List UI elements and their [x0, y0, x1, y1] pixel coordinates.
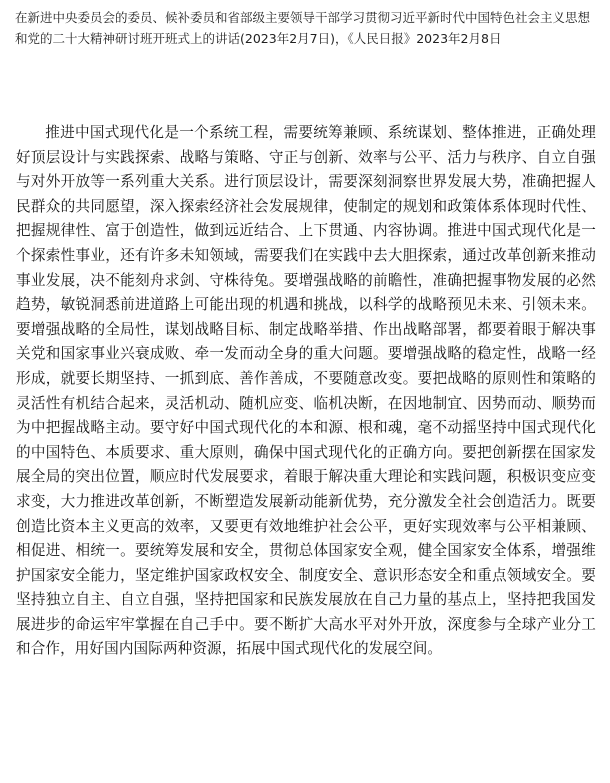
source-citation: 在新进中央委员会的委员、候补委员和省部级主要领导干部学习贯彻习近平新时代中国特色社会主义思想和党的二十大精神研讨班开班式上的讲话(2023年2月7日)，《人民日报》2023年2月8日 [15, 10, 591, 46]
body-paragraph: 推进中国式现代化是一个系统工程，需要统筹兼顾、系统谋划、整体推进，正确处理好顶层设计与实践探索、战略与策略、守正与创新、效率与公平、活力与秩序、自立自强与对外开放等一系列重大关系。进行顶层设计，需要深刻洞察世界发展大势，准确把握人民群众的共同愿望，深入探索经济社会发展规律，使制定的规划和政策体系体现时代性、把握规律性、富于创造性，做到远近结合、上下贯通、内容协调。推进中国式现代化是一个探索性事业，还有许多未知领域，需要我们在实践中去大胆探索，通过改革创新来推动事业发展，决不能刻舟求剑、守株待兔。要增强战略的前瞻性，准确把握事物发展的必然趋势，敏锐洞悉前进道路上可能出现的机遇和挑战，以科学的战略预见未来、引领未来。要增强战略的全局性，谋划战略目标、制定战略举措、作出战略部署，都要着眼于解决事关党和国家事业兴衰成败、牵一发而动全身的重大问题。要增强战略的稳定性，战略一经形成，就要长期坚持、一抓到底、善作善成，不要随意改变。要把战略的原则性和策略的灵活性有机结合起来，灵活机动、随机应变、临机决断，在因地制宜、因势而动、顺势而为中把握战略主动。要守好中国式现代化的本和源、根和魂，毫不动摇坚持中国式现代化的中国特色、本质要求、重大原则，确保中国式现代化的正确方向。要把创新摆在国家发展全局的突出位置，顺应时代发展要求，着眼于解决重大理论和实践问题，积极识变应变求变，大力推进改革创新，不断塑造发展新动能新优势，充分激发全社会创造活力。既要创造比资本主义更高的效率，又要更有效地维护社会公平，更好实现效率与公平相兼顾、相促进、相统一。要统筹发展和安全，贯彻总体国家安全观，健全国家安全体系，增强维护国家安全能力，坚定维护国家政权安全、制度安全、意识形态安全和重点领域安全。要坚持独立自主、自立自强，坚持把国家和民族发展放在自己力量的基点上，坚持把我国发展进步的命运牢牢掌握在自己手中。要不断扩大高水平对外开放，深度参与全球产业分工和合作，用好国内国际两种资源，拓展中国式现代化的发展空间。 [16, 124, 596, 658]
